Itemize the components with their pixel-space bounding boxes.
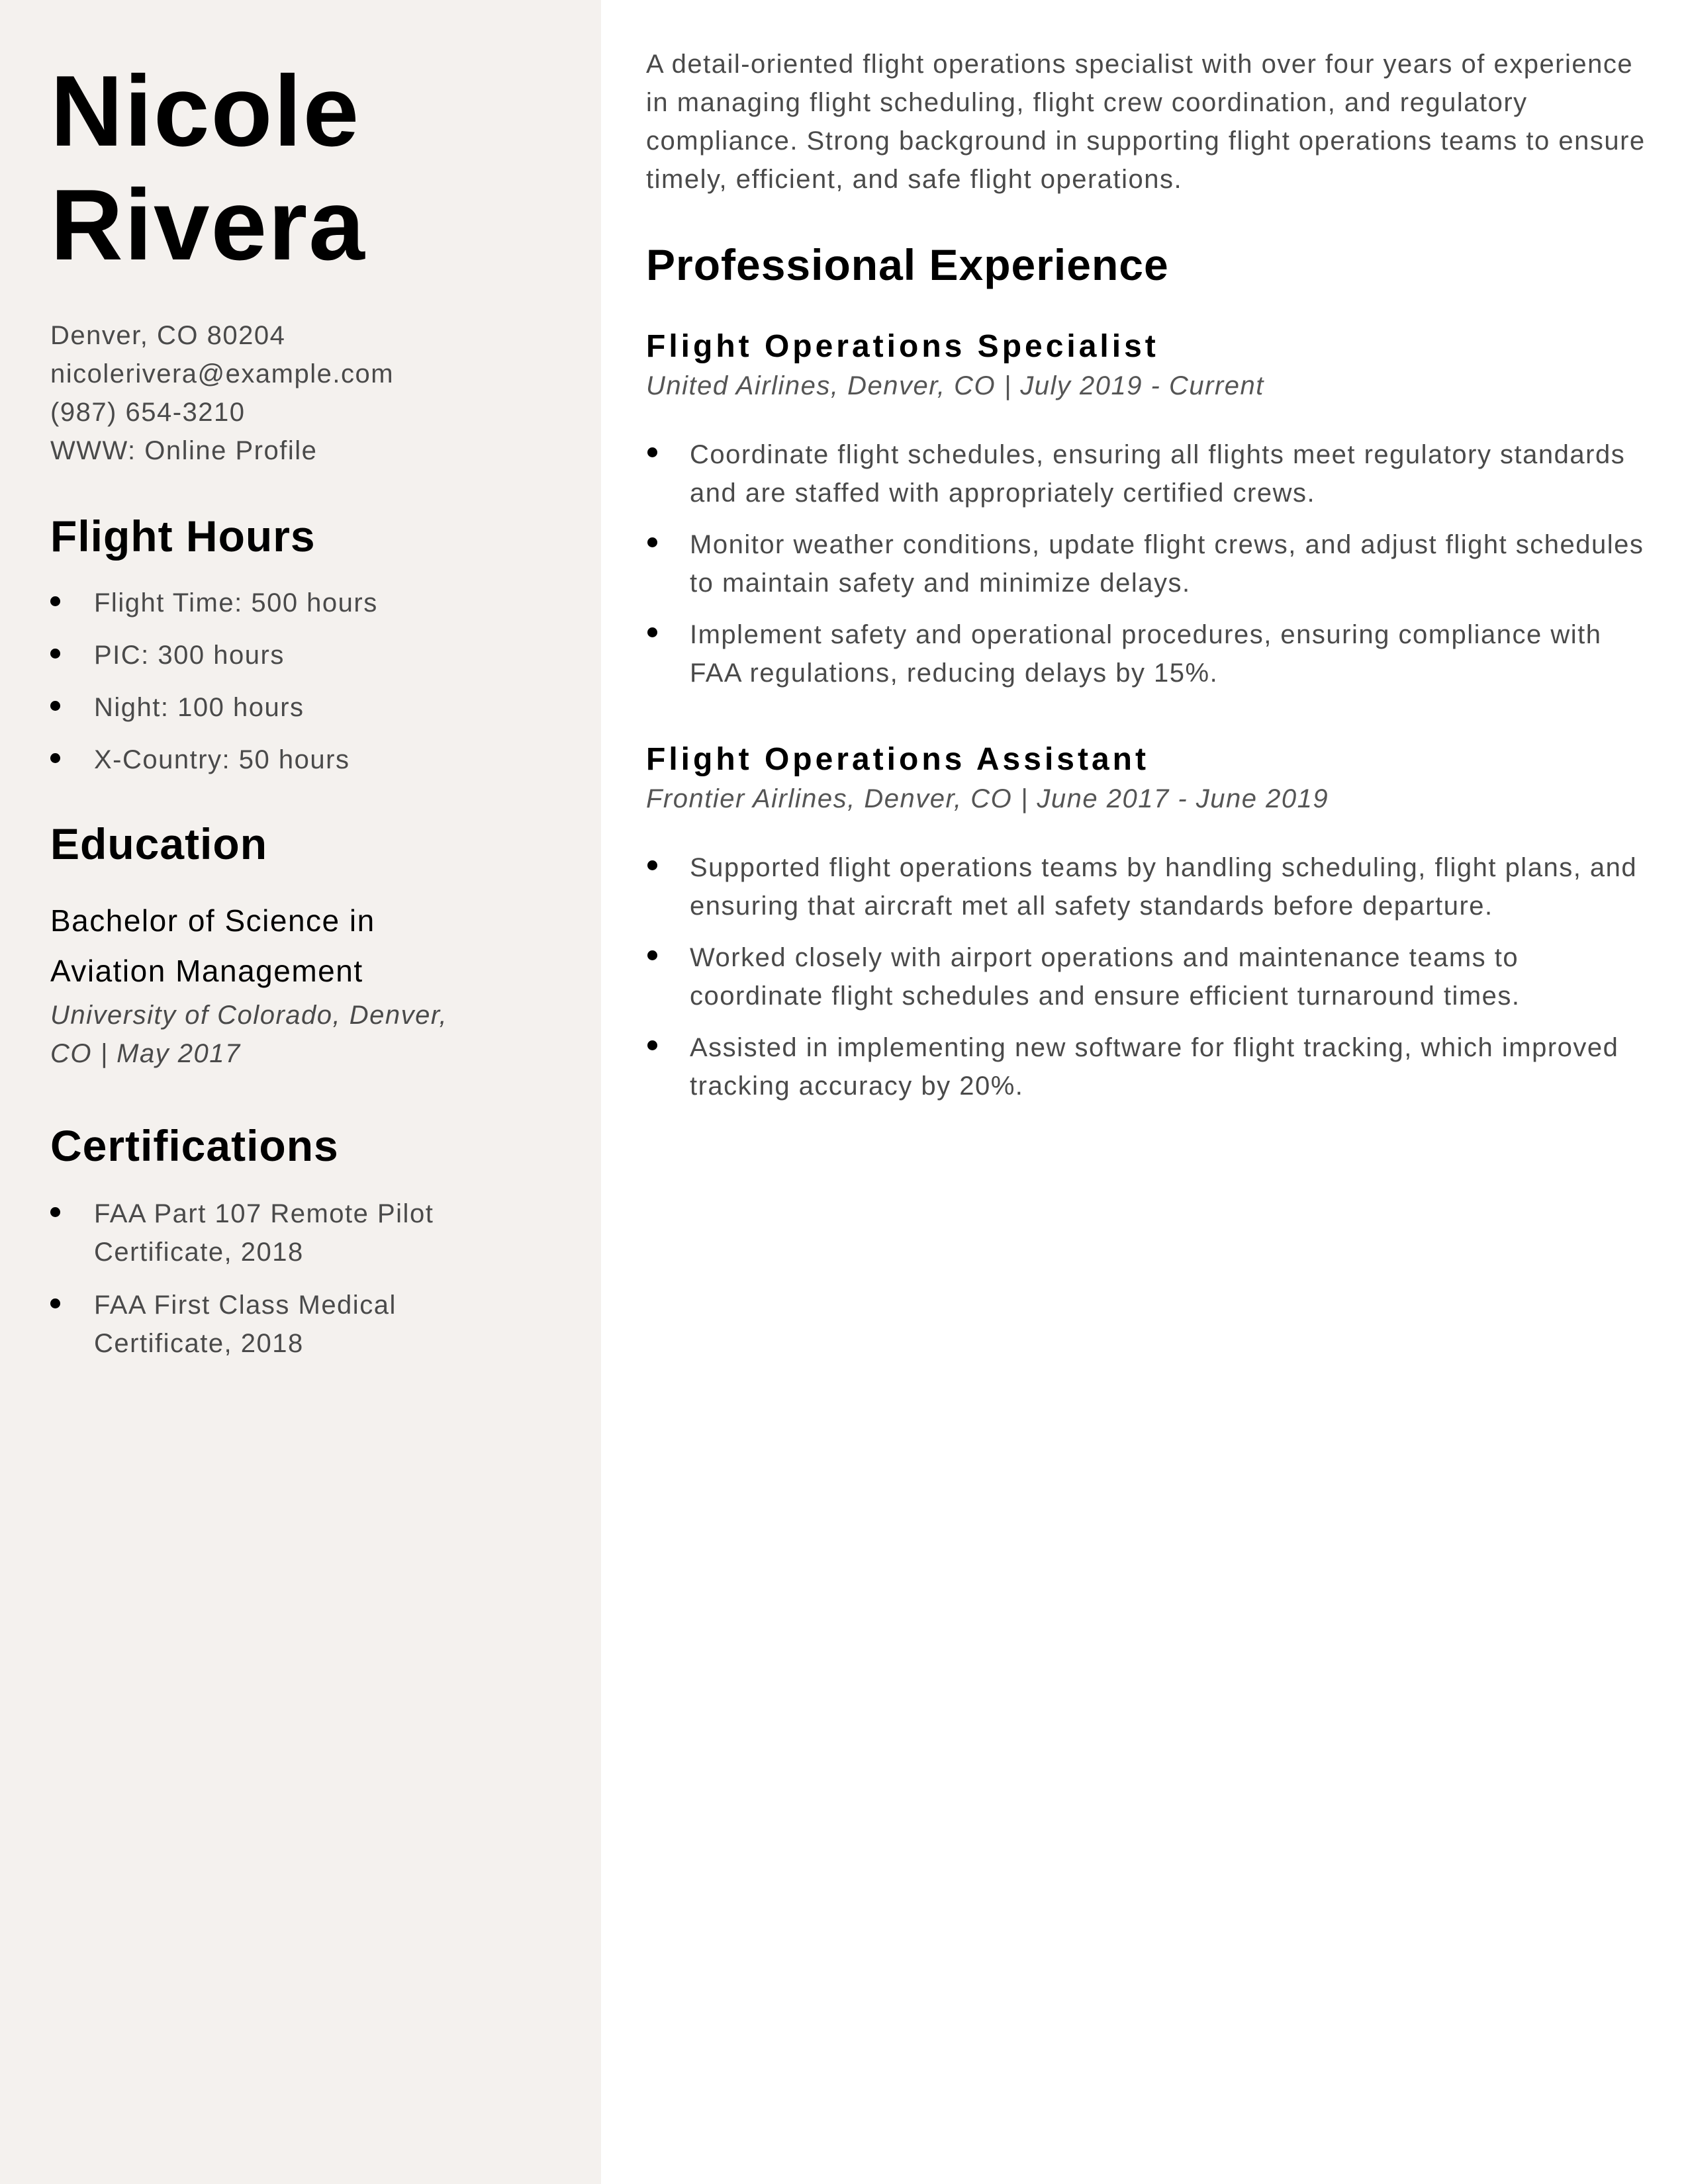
job-bullets	[646, 435, 1652, 692]
job-meta: Frontier Airlines, Denver, CO | June 2017 - June 2019	[646, 784, 1329, 813]
certifications-list	[50, 1195, 474, 1363]
bullet-icon	[647, 627, 657, 637]
professional-summary: A detail-oriented flight operations specialist with over four years of experience in managing flight scheduling, flight crew coordination, and regulatory compliance. Strong background in supporting flight operations teams to ensure timely, efficient, and safe flight operations.	[646, 50, 1646, 194]
certifications-heading: Certifications	[50, 1121, 339, 1170]
job-meta: United Airlines, Denver, CO | July 2019 - Current	[646, 371, 1264, 400]
candidate-name	[50, 54, 553, 282]
job-bullet-text: Monitor weather conditions, update flight crews, and adjust flight schedules to maintain safety and minimize delays.	[690, 530, 1644, 598]
main-content	[646, 45, 1652, 1118]
bullet-icon	[647, 1040, 657, 1050]
job-entry	[646, 327, 1652, 692]
education-heading: Education	[50, 819, 268, 868]
bullet-icon	[50, 753, 60, 763]
list-item	[646, 938, 1652, 1015]
bullet-icon	[50, 1298, 60, 1308]
bullet-icon	[647, 447, 657, 457]
bullet-icon	[647, 950, 657, 960]
certification-item: FAA First Class Medical Certificate, 2018	[94, 1291, 397, 1358]
list-item	[50, 1286, 474, 1363]
list-item	[646, 435, 1652, 512]
flight-hours-item: PIC: 300 hours	[94, 641, 285, 670]
degree-line: Bachelor of Science in	[50, 903, 375, 938]
job-title: Flight Operations Assistant	[646, 742, 1149, 777]
list-item	[646, 615, 1652, 692]
school-info	[50, 996, 553, 1073]
flight-hours-heading: Flight Hours	[50, 512, 316, 561]
list-item	[50, 636, 553, 674]
degree-line: Aviation Management	[50, 954, 363, 988]
sidebar	[0, 0, 601, 2184]
list-item	[646, 525, 1652, 602]
job-title: Flight Operations Specialist	[646, 329, 1159, 364]
bullet-icon	[50, 701, 60, 711]
bullet-icon	[647, 860, 657, 870]
list-item	[50, 741, 553, 779]
flight-hours-item: Flight Time: 500 hours	[94, 588, 378, 617]
bullet-icon	[647, 537, 657, 547]
email-link[interactable]: nicolerivera@example.com	[50, 359, 395, 388]
last-name: Rivera	[50, 169, 366, 281]
experience-heading: Professional Experience	[646, 240, 1169, 289]
job-entry	[646, 740, 1652, 1105]
flight-hours-list	[50, 584, 553, 779]
job-bullet-text: Worked closely with airport operations and maintenance teams to coordinate flight schedules and ensure efficient turnaround times.	[690, 943, 1521, 1011]
list-item	[50, 688, 553, 727]
first-name: Nicole	[50, 55, 361, 167]
list-item	[50, 584, 553, 622]
job-bullets	[646, 848, 1652, 1105]
job-bullet-text: Implement safety and operational procedures, ensuring compliance with FAA regulations, reducing delays by 15%.	[690, 620, 1602, 688]
phone-number: (987) 654-3210	[50, 398, 246, 427]
contact-info	[50, 316, 553, 470]
job-bullet-text: Supported flight operations teams by handling scheduling, flight plans, and ensuring that aircraft met all safety standards before departure.	[690, 853, 1638, 921]
list-item	[50, 1195, 474, 1271]
certification-item: FAA Part 107 Remote Pilot Certificate, 2018	[94, 1199, 434, 1267]
flight-hours-item: Night: 100 hours	[94, 693, 305, 722]
degree	[50, 895, 553, 996]
school-line: CO | May 2017	[50, 1039, 241, 1068]
flight-hours-item: X-Country: 50 hours	[94, 745, 350, 774]
sidebar-content	[50, 54, 553, 1377]
job-bullet-text: Coordinate flight schedules, ensuring all flights meet regulatory standards and are staffed with appropriately certified crews.	[690, 440, 1626, 508]
list-item	[646, 848, 1652, 925]
list-item	[646, 1028, 1652, 1105]
online-profile-link[interactable]: WWW: Online Profile	[50, 436, 318, 465]
school-line: University of Colorado, Denver,	[50, 1001, 448, 1030]
bullet-icon	[50, 1207, 60, 1217]
address: Denver, CO 80204	[50, 321, 286, 350]
bullet-icon	[50, 596, 60, 606]
bullet-icon	[50, 649, 60, 659]
job-bullet-text: Assisted in implementing new software for flight tracking, which improved tracking accuracy by 20%.	[690, 1033, 1619, 1101]
